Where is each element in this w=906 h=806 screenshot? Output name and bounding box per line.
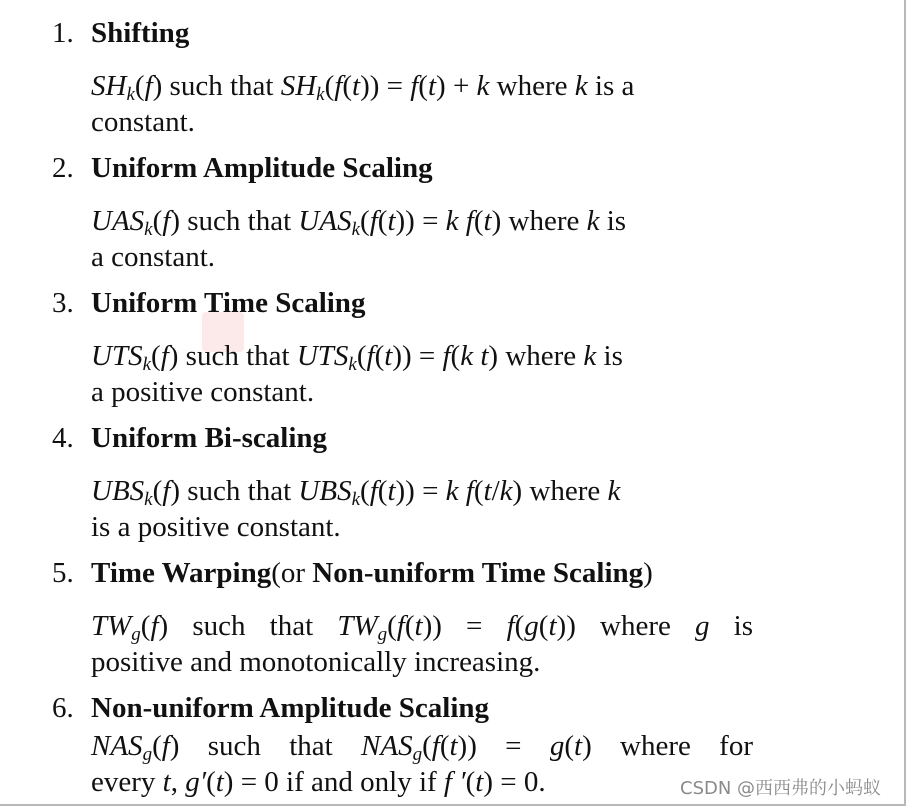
text-run: such that — [168, 610, 338, 642]
text-run: constant. — [91, 106, 195, 138]
math-subscript: k — [142, 354, 152, 375]
text-run: ) — [168, 340, 179, 372]
math-subscript: g — [142, 744, 153, 765]
math-symbol: t — [483, 475, 492, 507]
text-run: ( — [564, 730, 574, 762]
math-symbol: SH — [280, 70, 317, 102]
text-run: is — [709, 610, 754, 642]
math-symbol: f — [150, 610, 159, 642]
text-run: )) = — [392, 340, 443, 372]
math-subscript: g — [131, 624, 141, 645]
text-run: ) — [169, 730, 180, 762]
text-run: a constant. — [91, 241, 216, 273]
text-run: ( — [514, 610, 525, 642]
definition-line — [91, 509, 753, 545]
text-run: where for — [591, 730, 753, 762]
text-run: every — [91, 766, 163, 798]
math-symbol: k t — [460, 340, 489, 372]
math-symbol: t — [215, 766, 224, 798]
text-run: ) — [170, 205, 181, 237]
math-symbol: t — [475, 766, 484, 798]
text-run: ( — [422, 730, 432, 762]
math-symbol: t — [483, 205, 492, 237]
item-title-bold: Time Warping — [91, 557, 272, 589]
math-symbol: UTS — [91, 340, 143, 372]
text-run: ( — [473, 475, 484, 507]
math-symbol: f — [334, 70, 343, 102]
item-number: 5. — [52, 557, 74, 589]
math-symbol: t — [387, 475, 396, 507]
text-run: ( — [140, 610, 151, 642]
text-run: ( — [473, 205, 484, 237]
definition-line — [91, 203, 753, 239]
text-run: ) = 0 if and only if — [223, 766, 444, 798]
text-run: ( — [152, 475, 163, 507]
text-run: ( — [374, 340, 385, 372]
math-symbol: g′ — [185, 766, 207, 798]
math-symbol: t — [387, 205, 396, 237]
text-run: )) = — [360, 70, 411, 102]
math-symbol: f — [366, 340, 375, 372]
item-title: Uniform Bi-scaling — [91, 422, 328, 454]
item-title-paren-close: ) — [643, 557, 653, 589]
math-symbol: UBS — [91, 475, 145, 507]
text-run: ) — [488, 340, 499, 372]
math-subscript: k — [144, 489, 153, 510]
math-symbol: k — [499, 475, 513, 507]
math-symbol: k — [574, 70, 588, 102]
text-run: ( — [324, 70, 335, 102]
math-symbol: f — [160, 340, 169, 372]
item-number: 6. — [52, 692, 74, 724]
math-subscript: k — [144, 219, 153, 240]
math-symbol: k f — [445, 205, 474, 237]
math-symbol: UAS — [298, 205, 352, 237]
text-run: ( — [134, 70, 145, 102]
item-number: 4. — [52, 422, 74, 454]
text-run: ( — [152, 205, 163, 237]
math-symbol: g — [524, 610, 539, 642]
math-subscript: k — [348, 354, 357, 375]
text-run: ( — [377, 205, 388, 237]
math-symbol: f — [396, 610, 405, 642]
text-run: )) — [556, 610, 576, 642]
text-run: ( — [404, 610, 415, 642]
text-run: a positive constant. — [91, 376, 315, 408]
text-run: ( — [342, 70, 352, 102]
text-run: )) = — [395, 475, 446, 507]
item-title: Uniform Amplitude Scaling — [91, 152, 433, 184]
math-symbol: f — [369, 475, 378, 507]
text-run: ) — [491, 205, 502, 237]
csdn-watermark: CSDN @西西弗的小蚂蚁 — [680, 778, 882, 799]
math-symbol: t — [384, 340, 393, 372]
math-symbol: f ′ — [443, 766, 466, 798]
text-run: ) + — [436, 70, 477, 102]
math-symbol: k f — [445, 475, 474, 507]
math-symbol: t — [414, 610, 423, 642]
item-title — [91, 557, 653, 590]
definition-line — [91, 374, 753, 410]
math-symbol: f — [442, 340, 451, 372]
math-symbol: NAS — [91, 730, 143, 762]
math-symbol: UTS — [296, 340, 349, 372]
item-title: Shifting — [91, 17, 190, 49]
math-symbol: k — [583, 340, 597, 372]
math-symbol: f — [410, 70, 419, 102]
text-run: ) = 0. — [483, 766, 546, 798]
text-run: ( — [387, 610, 397, 642]
definition-line — [91, 104, 753, 140]
math-symbol: g — [695, 610, 710, 642]
text-run: ) — [582, 730, 592, 762]
math-subscript: k — [126, 84, 135, 105]
text-run: ) — [170, 475, 181, 507]
text-run: ( — [465, 766, 476, 798]
text-run: positive and monotonically increasing. — [91, 646, 541, 678]
item-title-paren-open: (or — [271, 557, 313, 589]
math-symbol: k — [607, 475, 621, 507]
math-symbol: t — [449, 730, 458, 762]
item-title: Non-uniform Amplitude Scaling — [91, 692, 489, 724]
definition-line — [91, 608, 753, 644]
text-run: is a positive constant. — [91, 511, 341, 543]
text-run: )) = — [395, 205, 446, 237]
text-run: )) = — [422, 610, 507, 642]
math-symbol: UBS — [298, 475, 352, 507]
math-symbol: f — [431, 730, 440, 762]
definition-line — [91, 68, 753, 104]
text-run: ( — [356, 340, 367, 372]
math-subscript: g — [377, 624, 388, 645]
text-run: such that — [162, 70, 281, 102]
text-run: ) — [152, 70, 163, 102]
definition-line — [91, 644, 753, 680]
text-run: where — [522, 475, 608, 507]
text-run: such that — [178, 340, 297, 372]
text-run: )) = — [457, 730, 550, 762]
math-symbol: TW — [337, 610, 378, 642]
math-symbol: t — [574, 730, 583, 762]
math-symbol: f — [161, 730, 170, 762]
math-symbol: f — [162, 205, 171, 237]
text-run: is — [596, 340, 623, 372]
math-symbol: k — [476, 70, 490, 102]
math-symbol: SH — [91, 70, 127, 102]
math-symbol: TW — [91, 610, 132, 642]
item-number: 1. — [52, 17, 74, 49]
math-symbol: k — [586, 205, 600, 237]
definition-line — [91, 728, 753, 764]
definition-line — [91, 338, 753, 374]
math-subscript: k — [351, 219, 361, 240]
math-symbol: g — [549, 730, 565, 762]
math-symbol: f — [506, 610, 515, 642]
math-symbol: UAS — [91, 205, 145, 237]
text-run: , — [170, 766, 186, 798]
math-symbol: NAS — [361, 730, 413, 762]
text-run: ( — [152, 730, 162, 762]
item-number: 2. — [52, 152, 74, 184]
text-run: such that — [180, 205, 299, 237]
math-symbol: f — [162, 475, 171, 507]
definition-line — [91, 473, 753, 509]
text-run: is — [599, 205, 627, 237]
text-run: where — [501, 205, 587, 237]
text-run: ( — [360, 475, 370, 507]
item-number: 3. — [52, 287, 74, 319]
text-run: / — [491, 475, 500, 507]
math-symbol: t — [162, 766, 171, 798]
text-run: ( — [450, 340, 461, 372]
text-run: ( — [538, 610, 549, 642]
definition-line — [91, 764, 753, 800]
math-subscript: k — [316, 84, 325, 105]
math-symbol: t — [427, 70, 437, 102]
math-subscript: k — [351, 489, 361, 510]
text-run: ( — [377, 475, 388, 507]
text-run: ( — [151, 340, 161, 372]
math-symbol: f — [144, 70, 153, 102]
text-run: where — [498, 340, 584, 372]
text-run: such that — [180, 475, 299, 507]
text-run: where — [575, 610, 696, 642]
text-run: ( — [418, 70, 428, 102]
math-subscript: g — [412, 744, 423, 765]
text-run: ( — [439, 730, 450, 762]
text-run: such that — [179, 730, 362, 762]
item-title-bold-alt: Non-uniform Time Scaling — [312, 557, 644, 589]
text-run: ( — [206, 766, 216, 798]
definition-line — [91, 239, 753, 275]
item-title: Uniform Time Scaling — [91, 287, 366, 319]
text-run: ) — [158, 610, 169, 642]
text-run: ( — [360, 205, 370, 237]
math-symbol: t — [352, 70, 361, 102]
text-run: is a — [587, 70, 635, 102]
text-run: where — [489, 70, 575, 102]
math-symbol: f — [369, 205, 378, 237]
math-symbol: t — [548, 610, 557, 642]
text-run: ) — [512, 475, 523, 507]
